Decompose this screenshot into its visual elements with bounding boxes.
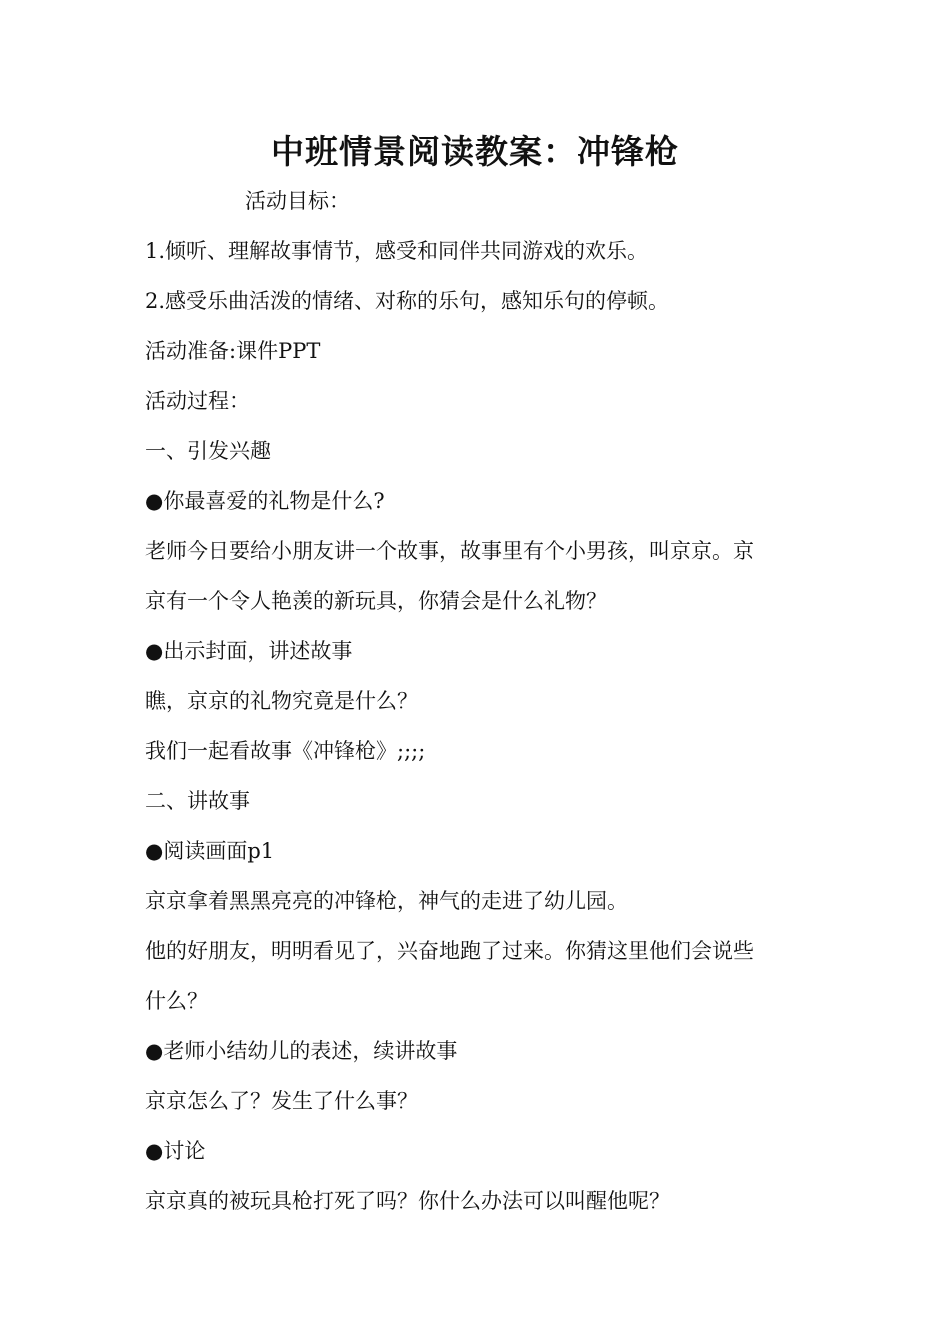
bullet-line: ●讨论 <box>145 1139 206 1163</box>
paragraph-line: 他的好朋友，明明看见了，兴奋地跑了过来。你猜这里他们会说些 <box>145 939 754 963</box>
section-heading: 二、讲故事 <box>145 789 250 813</box>
section-heading: 一、引发兴趣 <box>145 439 271 463</box>
paragraph-line: 1.倾听、理解故事情节，感受和同伴共同游戏的欢乐。 <box>145 239 649 263</box>
paragraph-line: 活动准备:课件PPT <box>145 339 321 363</box>
paragraph-line: 什么？ <box>145 989 208 1013</box>
paragraph-line: 瞧，京京的礼物究竟是什么？ <box>145 689 418 713</box>
paragraph-line: 活动过程： <box>145 389 250 413</box>
bullet-line: ●出示封面，讲述故事 <box>145 639 353 663</box>
paragraph-line: 2.感受乐曲活泼的情绪、对称的乐句，感知乐句的停顿。 <box>145 289 670 313</box>
bullet-line: ●老师小结幼儿的表述，续讲故事 <box>145 1039 458 1063</box>
paragraph-line: 我们一起看故事《冲锋枪》;;;; <box>145 739 426 763</box>
paragraph-line: 京京怎么了？发生了什么事？ <box>145 1089 418 1113</box>
document-title: 中班情景阅读教案：冲锋枪 <box>271 132 679 171</box>
bullet-line: ●你最喜爱的礼物是什么? <box>145 489 385 513</box>
paragraph-line: 京京真的被玩具枪打死了吗？你什么办法可以叫醒他呢？ <box>145 1189 670 1213</box>
paragraph-line: 京京拿着黑黑亮亮的冲锋枪，神气的走进了幼儿园。 <box>145 889 628 913</box>
bullet-line: ●阅读画面p1 <box>145 839 275 863</box>
paragraph-line: 京有一个令人艳羡的新玩具，你猜会是什么礼物？ <box>145 589 607 613</box>
section-heading-objectives: 活动目标： <box>245 189 350 213</box>
document-body <box>145 176 810 1226</box>
paragraph-line: 老师今日要给小朋友讲一个故事，故事里有个小男孩，叫京京。京 <box>145 539 754 563</box>
